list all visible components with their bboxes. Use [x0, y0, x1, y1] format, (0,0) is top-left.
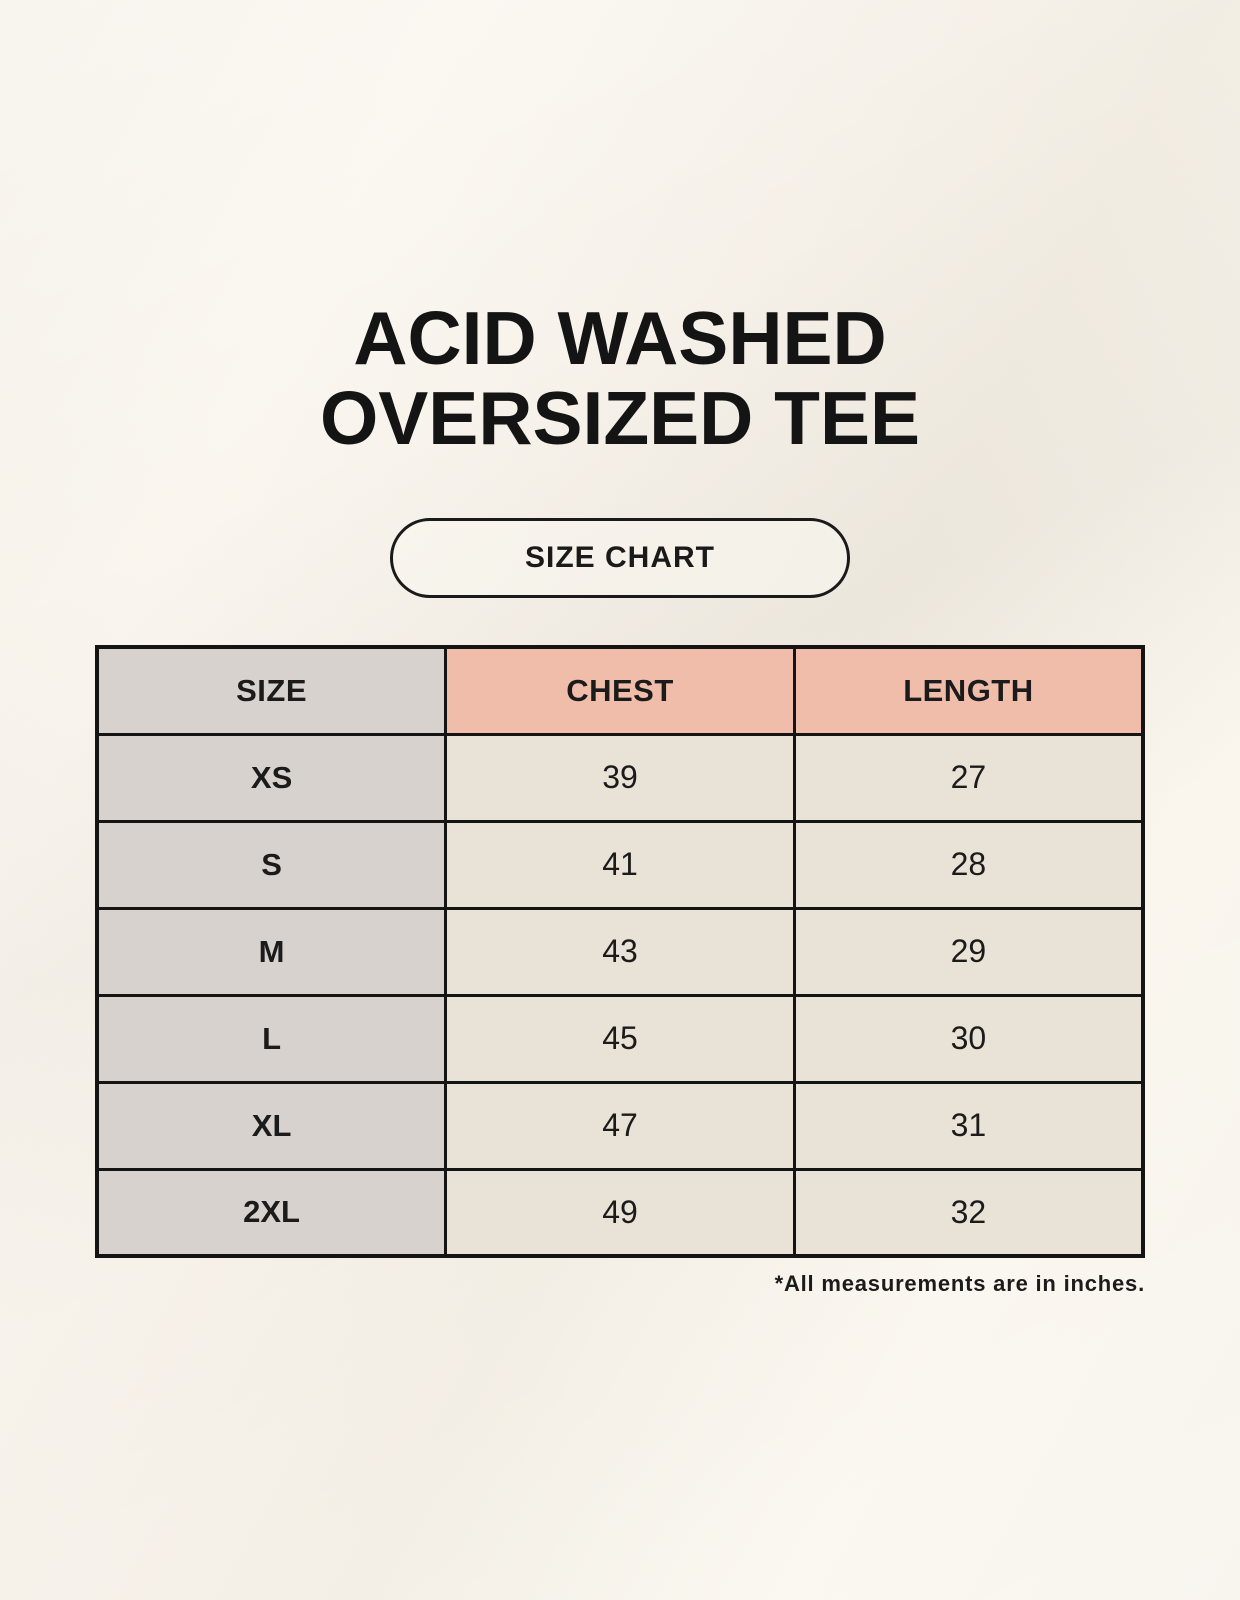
measurements-footnote: *All measurements are in inches.: [774, 1271, 1145, 1296]
size-chart-table: [95, 645, 1145, 1258]
table-row: [97, 908, 1143, 995]
length-cell: 29: [794, 908, 1143, 995]
table-row: [97, 995, 1143, 1082]
length-cell: 28: [794, 821, 1143, 908]
size-cell: M: [97, 908, 446, 995]
column-header-length: LENGTH: [794, 647, 1143, 734]
table-header-row: [97, 647, 1143, 734]
chest-cell: 47: [446, 1082, 795, 1169]
page-title-line-2: OVERSIZED TEE: [319, 376, 921, 460]
column-header-chest: CHEST: [446, 647, 795, 734]
chest-cell: 43: [446, 908, 795, 995]
size-cell: XS: [97, 734, 446, 821]
size-chart-button-label: SIZE CHART: [525, 541, 715, 574]
size-cell: S: [97, 821, 446, 908]
page-title: [0, 0, 1240, 458]
table-row: [97, 1082, 1143, 1169]
table-row: [97, 1169, 1143, 1256]
column-header-size: SIZE: [97, 647, 446, 734]
table-row: [97, 734, 1143, 821]
size-cell: 2XL: [97, 1169, 446, 1256]
page-title-line-1: ACID WASHED: [353, 296, 887, 380]
length-cell: 32: [794, 1169, 1143, 1256]
size-cell: L: [97, 995, 446, 1082]
length-cell: 31: [794, 1082, 1143, 1169]
size-chart-button[interactable]: [390, 518, 850, 598]
chest-cell: 45: [446, 995, 795, 1082]
length-cell: 30: [794, 995, 1143, 1082]
chest-cell: 39: [446, 734, 795, 821]
chest-cell: 49: [446, 1169, 795, 1256]
size-cell: XL: [97, 1082, 446, 1169]
chest-cell: 41: [446, 821, 795, 908]
length-cell: 27: [794, 734, 1143, 821]
table-row: [97, 821, 1143, 908]
